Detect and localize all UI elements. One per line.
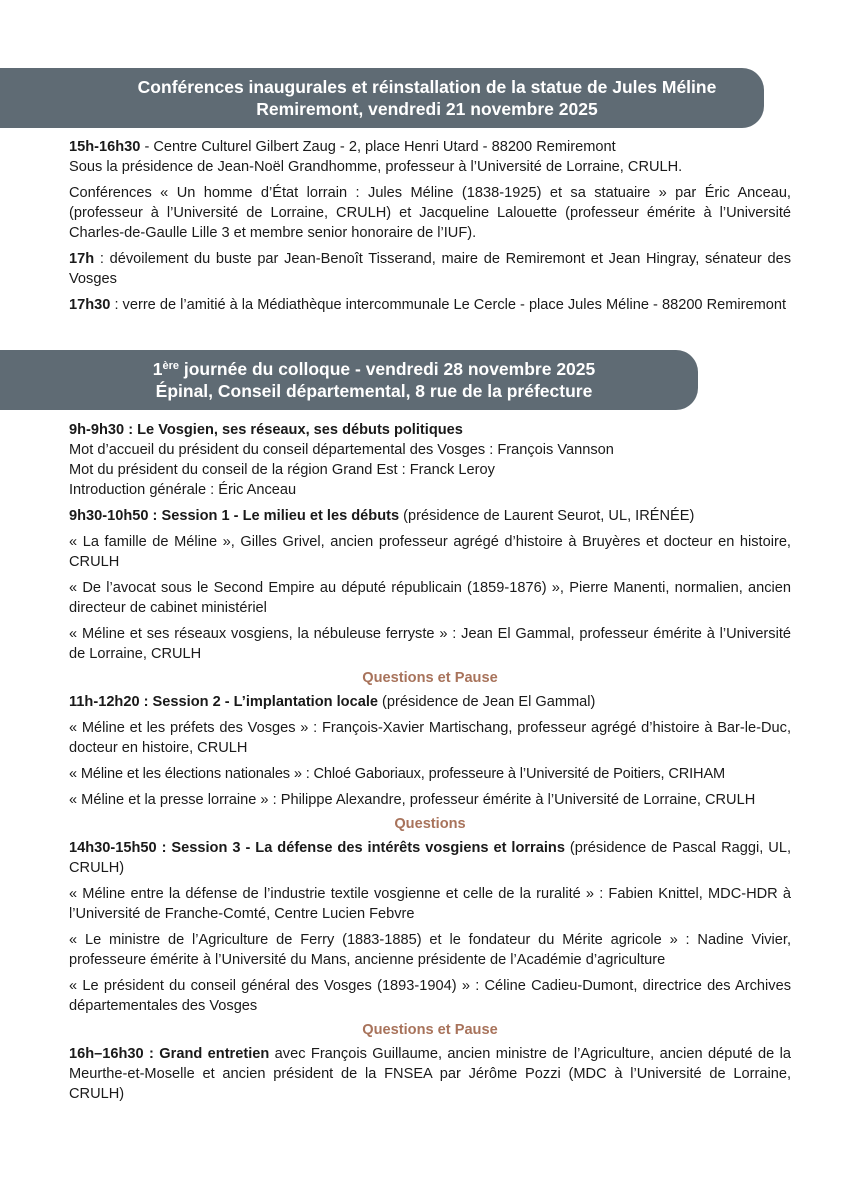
session-chair: (présidence de Pascal Raggi, UL, CRULH) bbox=[69, 840, 792, 876]
session-title: 14h30-15h50 : Session 3 - La défense des intérêts vosgiens et lorrains bbox=[69, 840, 565, 856]
session-heading bbox=[69, 506, 791, 526]
session-chair: (présidence de Laurent Seurot, UL, IRÉNÉE) bbox=[399, 508, 695, 524]
opening-line: Mot du président du conseil de la région Grand Est : Franck Leroy bbox=[69, 462, 495, 478]
talk-item: « Méline entre la défense de l’industrie textile vosgienne et celle de la ruralité » : Fabien Knittel, MDC-HDR à l’Université de Franche-Comté, Centre Lucien Febvre bbox=[69, 886, 791, 922]
opening-line: Introduction générale : Éric Anceau bbox=[69, 482, 297, 498]
session-title: 9h30-10h50 : Session 1 - Le milieu et les débuts bbox=[69, 508, 400, 524]
day-ordinal: ère bbox=[162, 360, 180, 372]
presidency-text: Sous la présidence de Jean-Noël Grandhomme, professeur à l’Université de Lorraine, CRULH. bbox=[69, 159, 683, 175]
session-chair: (présidence de Jean El Gammal) bbox=[378, 694, 596, 710]
unveiling-text: : dévoilement du buste par Jean-Benoît Tisserand, maire de Remiremont et Jean Hingray, sénateur des Vosges bbox=[69, 251, 791, 287]
time-label: 16h–16h30 : bbox=[69, 1046, 160, 1062]
venue-text: - Centre Culturel Gilbert Zaug - 2, place Henri Utard - 88200 Remiremont bbox=[140, 139, 616, 155]
banner-subtitle: Remiremont, vendredi 21 novembre 2025 bbox=[256, 99, 598, 119]
talk-item: « De l’avocat sous le Second Empire au député républicain (1859-1876) », Pierre Manenti, normalien, ancien directeur de cabinet ministériel bbox=[69, 580, 791, 616]
banner-title bbox=[60, 358, 688, 380]
program-item-reception bbox=[69, 295, 791, 315]
day-title: journée du colloque - vendredi 28 novembre 2025 bbox=[179, 359, 596, 379]
time-label: 17h30 bbox=[69, 297, 111, 313]
talk-item: « Le président du conseil général des Vosges (1893-1904) » : Céline Cadieu-Dumont, directrice des Archives départementales des Vosges bbox=[69, 978, 791, 1014]
interview-item bbox=[69, 1044, 791, 1104]
session-heading bbox=[69, 692, 791, 712]
break-label: Questions et Pause bbox=[362, 670, 498, 686]
inaugural-program bbox=[69, 137, 791, 321]
program-item-unveiling bbox=[69, 249, 791, 289]
reception-text: : verre de l’amitié à la Médiathèque intercommunale Le Cercle - place Jules Méline - 88200 Remiremont bbox=[110, 297, 787, 313]
opening-heading: 9h-9h30 : Le Vosgien, ses réseaux, ses débuts politiques bbox=[69, 422, 463, 438]
header-banner-day1 bbox=[0, 350, 698, 410]
program-item-conferences: Conférences « Un homme d’État lorrain : Jules Méline (1838-1925) et sa statuaire » par Éric Anceau, (professeur à l’Université de Lorraine, CRULH) et Jacqueline Lalouette (professeur émérite à l’Université Charles-de-Gaulle Lille 3 et membre senior honoraire de l’IUF). bbox=[69, 185, 791, 241]
talk-item: « Méline et les préfets des Vosges » : François-Xavier Martischang, professeur agrégé d’histoire à Bar-le-Duc, docteur en histoire, CRULH bbox=[69, 720, 791, 756]
banner-subtitle: Épinal, Conseil départemental, 8 rue de la préfecture bbox=[155, 381, 593, 401]
talk-item: « La famille de Méline », Gilles Grivel, ancien professeur agrégé d’histoire à Bruyères et docteur en histoire, CRULH bbox=[69, 534, 791, 570]
break-label: Questions et Pause bbox=[362, 1022, 498, 1038]
time-label: 17h bbox=[69, 251, 95, 267]
talk-item: « Méline et la presse lorraine » : Philippe Alexandre, professeur émérite à l’Université de Lorraine, CRULH bbox=[69, 792, 756, 808]
break-label: Questions bbox=[394, 816, 466, 832]
day-number: 1 bbox=[152, 359, 163, 379]
time-label: 15h-16h30 bbox=[69, 139, 141, 155]
talk-item: « Le ministre de l’Agriculture de Ferry (1883-1885) et le fondateur du Mérite agricole » : Nadine Vivier, professeure émérite à l’Université du Mans, ancienne présidente de l’Académie d’agriculture bbox=[69, 932, 791, 968]
talk-item: « Méline et ses réseaux vosgiens, la nébuleuse ferryste » : Jean El Gammal, professeur émérite à l’Université de Lorraine, CRULH bbox=[69, 626, 791, 662]
program-item-venue bbox=[69, 137, 791, 177]
session-title: 11h-12h20 : Session 2 - L’implantation locale bbox=[69, 694, 378, 710]
talk-item: « Méline et les élections nationales » : Chloé Gaboriaux, professeure à l’Université de Poitiers, CRIHAM bbox=[69, 766, 726, 782]
interview-title: Grand entretien bbox=[159, 1046, 270, 1062]
colloquium-program bbox=[69, 420, 791, 1110]
opening-block bbox=[69, 420, 791, 500]
interview-text: avec François Guillaume, ancien ministre de l’Agriculture, ancien député de la Meurthe-et-Moselle et ancien président de la FNSEA par Jérôme Pozzi (MDC à l’Université de Lorraine, CRULH) bbox=[69, 1046, 791, 1102]
banner-title: Conférences inaugurales et réinstallation de la statue de Jules Méline bbox=[137, 77, 717, 97]
opening-line: Mot d’accueil du président du conseil départemental des Vosges : François Vannson bbox=[69, 442, 614, 458]
session-heading bbox=[69, 838, 791, 878]
header-banner-inaugural bbox=[0, 68, 764, 128]
